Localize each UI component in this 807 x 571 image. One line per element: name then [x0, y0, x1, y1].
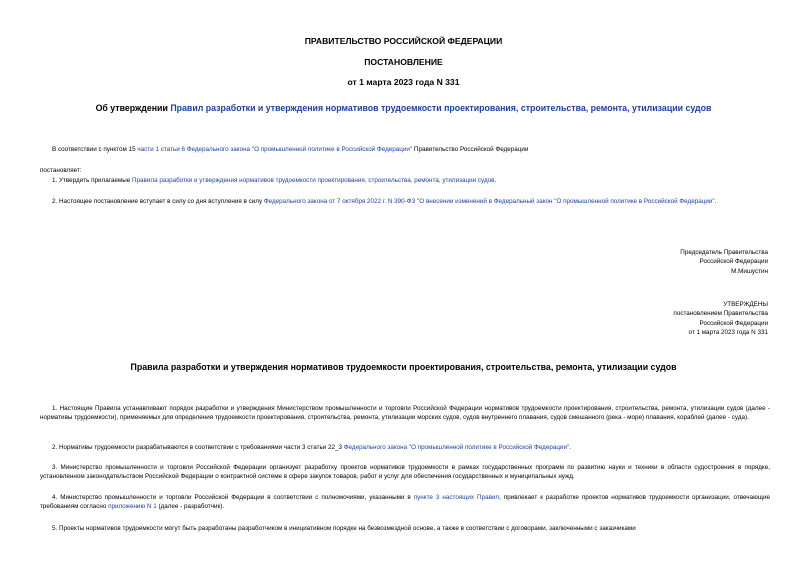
signature-block: [470, 248, 768, 276]
rule-5: 5. Проекты нормативов трудоемкости могут быть разработаны разработчиком в инициативном порядке на безвозмездной основе, а также в соответствии с договорами, заключенными с заказчиками: [52, 525, 636, 532]
rule-4-text-1: 4. Министерство промышленности и торговли Российской Федерации в соответствии с полномочиями, указанными в: [52, 494, 414, 501]
approval-line-3: Российской Федерации: [699, 319, 768, 327]
item-2-text-2: .: [714, 198, 717, 205]
document-date-number: от 1 марта 2023 года N 331: [347, 77, 460, 87]
rule-4-point-3-link[interactable]: пункте 3 настоящих Правил: [413, 494, 500, 501]
rule-4-text-2: , привлекает к разработке проектов нормативов трудоемкости организации, отвечающие требованиям согласно: [40, 494, 770, 511]
rule-2-text-1: 2. Нормативы трудоемкости разрабатываются в соответствии с требованиями части 3 статьи 22_3: [52, 444, 344, 451]
document-title: [0, 103, 807, 113]
rule-4-appendix-link[interactable]: приложению N 1: [108, 503, 157, 511]
rule-2-text-2: .: [569, 444, 571, 451]
approval-line-4: от 1 марта 2023 года N 331: [688, 329, 768, 337]
rule-3: 3. Министерство промышленности и торговли Российской Федерации организует разработку проектов нормативов трудоемкости в рамках государственных программ по развитию науки и техники в области судостроения в порядке, установленном законодательством Российской Федерации о контрактной системе в сфере закупок товаров, работ и услуг для обеспечения государственных и муниципальных нужд.: [40, 464, 770, 481]
approval-line-1: УТВЕРЖДЕНЫ: [723, 301, 768, 308]
rule-1: 1. Настоящие Правила устанавливают порядок разработки и утверждения Министерством промышленности и торговли Российской Федерации нормативов трудоемкости проектирования, строительства, ремонта, утилизации судов (далее - нормативы трудоемкости), применяемых для определения трудоемкости проектирования, строительства, ремонта, утилизации морских судов, судов внутреннего плавания, судов смешанного (река - море) плавания, кораблей (далее - суда).: [40, 405, 770, 422]
rule-4-text-3: (далее - разработчик).: [156, 503, 225, 511]
rule-4: [40, 493, 770, 512]
item-2-text-1: 2. Настоящее постановление вступает в силу со дня вступления в силу: [52, 198, 264, 205]
item-2-federal-law-link[interactable]: Федерального закона от 7 октября 2022 г. N 390-ФЗ "О внесении изменений в Федеральный закон "О промышленной политике в Российской Федерации": [263, 198, 715, 205]
approval-block: [470, 300, 768, 338]
signature-line-1: Председатель Правительства: [680, 249, 768, 256]
preamble-text-2: Правительство Российской Федерации: [412, 146, 529, 153]
item-1-rules-link[interactable]: Правила разработки и утверждения нормативов трудоемкости проектирования, строительства, ремонта, утилизации судов: [132, 177, 495, 184]
approval-line-2: постановлением Правительства: [673, 310, 768, 318]
rule-2-law-link[interactable]: Федерального закона "О промышленной политике в Российской Федерации": [343, 444, 570, 451]
rules-title: Правила разработки и утверждения нормативов трудоемкости проектирования, строительства, ремонта, утилизации судов: [130, 362, 677, 372]
government-heading: ПРАВИТЕЛЬСТВО РОССИЙСКОЙ ФЕДЕРАЦИИ: [304, 36, 503, 46]
rule-2: [52, 443, 772, 452]
document-type-heading: ПОСТАНОВЛЕНИЕ: [364, 57, 443, 67]
rules-title-link[interactable]: Правил разработки и утверждения нормативов трудоемкости проектирования, строительства, ремонта, утилизации судов: [170, 103, 712, 113]
preamble: [52, 145, 772, 154]
industrial-policy-law-link[interactable]: части 1 статьи 6 Федерального закона "О промышленной политике в Российской Федерации": [137, 146, 413, 153]
decree-word: постановляет:: [40, 167, 82, 174]
item-1: [52, 176, 772, 185]
document-title-prefix: Об утверждении: [95, 103, 171, 113]
item-2: [40, 197, 770, 206]
item-1-text-2: .: [494, 177, 497, 184]
signature-line-3: М.Мишустин: [731, 267, 768, 275]
preamble-text-1: В соответствии с пунктом 15: [52, 146, 138, 153]
item-1-text-1: 1. Утвердить прилагаемые: [52, 177, 132, 184]
signature-line-2: Российской Федерации: [699, 258, 768, 266]
